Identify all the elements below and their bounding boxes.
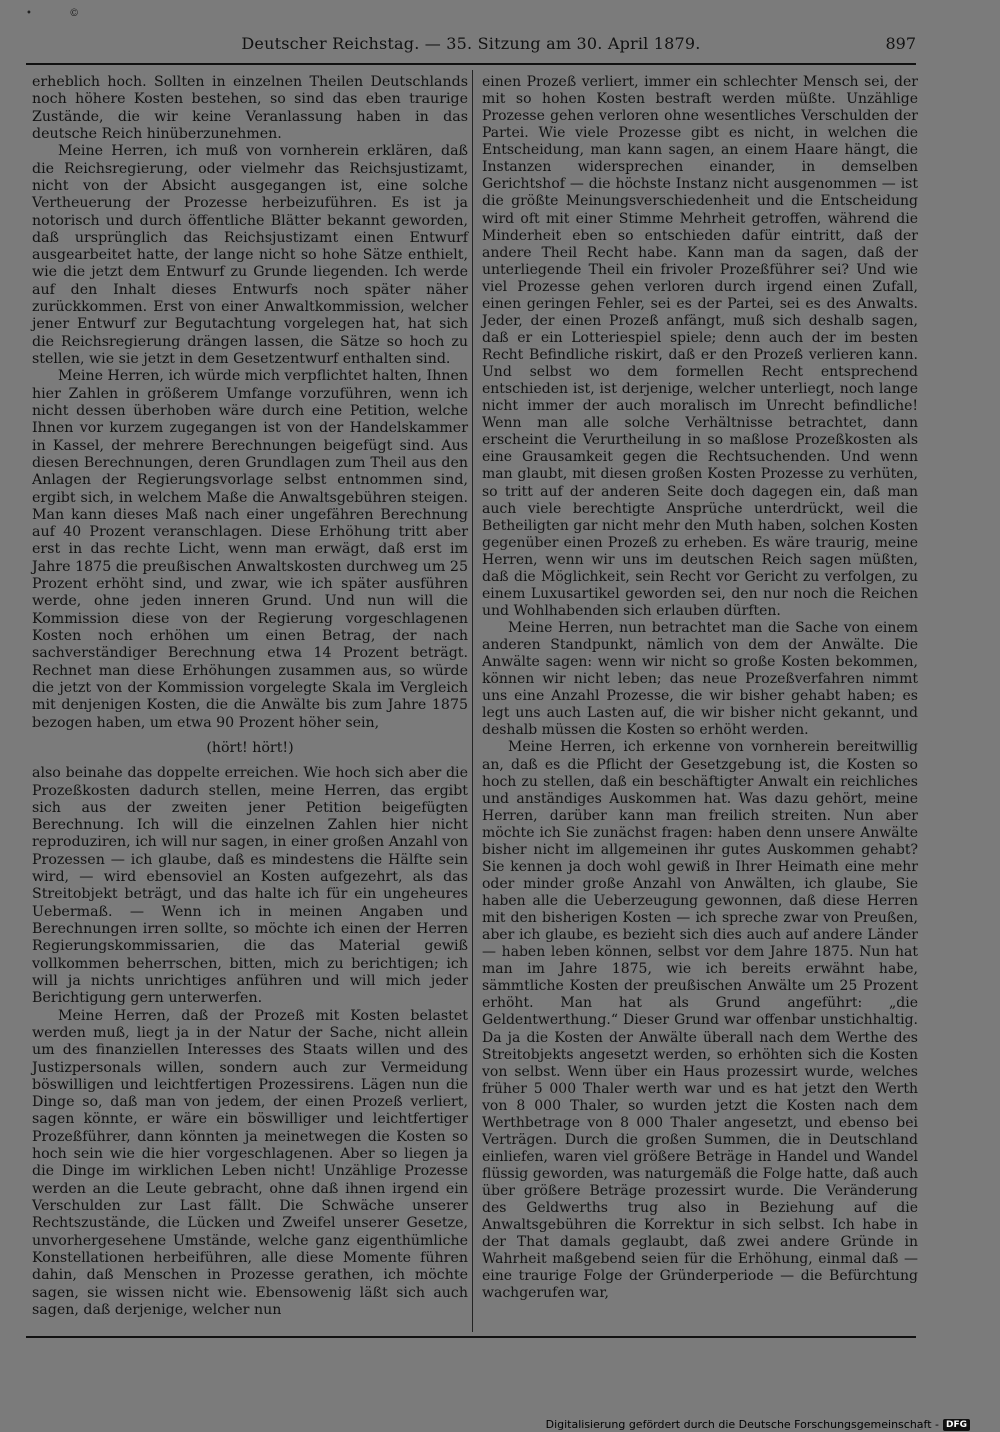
- bottom-rule: [26, 1336, 916, 1338]
- bullet-mark: •: [26, 8, 32, 19]
- paragraph: einen Prozeß verliert, immer ein schlechter Mensch sei, der mit so hohen Kosten bestraft werden müßte. Unzählige Prozesse gehen verloren ohne wesentliches Verschulden der Partei. Wie viele Prozesse gibt es nicht, in welchen die Entscheidung, man kann sagen, an einem Haare hängt, die Instanzen widersprechen einander, in demselben Gerichtshof — die höchste Instanz nicht ausgenommen — ist die größte Meinungsverschiedenheit und die Entscheidung wird oft mit einer Stimme Mehrheit getroffen, während die Minderheit eben so entschieden dafür eintritt, daß der andere Theil Recht habe. Kann man da sagen, daß der unterliegende Theil ein frivoler Prozeßführer sei? Und wie viel Prozesse gehen verloren durch irgend einen Zufall, einen geringen Fehler, sei es der Partei, sei es des Anwalts. Jeder, der einen Prozeß anfängt, muß sich deshalb sagen, daß er ein Lotteriespiel spiele; denn auch der im besten Recht Befindliche riskirt, daß er den Prozeß verlieren kann. Und selbst wo dem formellen Recht entsprechend entschieden ist, ist derjenige, welcher unterliegt, noch lange nicht immer der auch moralisch im Unrecht befindliche! Wenn man alle solche Verhältnisse betrachtet, dann erscheint die Verurtheilung in so maßlose Prozeßkosten als eine Grausamkeit gegen die Rechtsuchenden. Und wenn man glaubt, mit diesen großen Kosten Prozesse zu verhüten, so tritt auf der anderen Seite doch dagegen ein, daß man auch viele berechtigte Ansprüche unterdrückt, weil die Betheiligten gar nicht mehr den Muth haben, solchen Kosten gegenüber einen Prozeß zu erheben. Es wäre traurig, meine Herren, wenn wir uns im deutschen Reich sagen müßten, daß die Möglichkeit, sein Recht vor Gericht zu verfolgen, zu einem Luxusartikel geworden sei, den nur noch die Reichen und Wohlhabenden sich erlauben dürften.: [482, 74, 918, 619]
- copyright-mark: ©: [69, 8, 80, 19]
- page-number: 897: [885, 34, 916, 53]
- left-column: [32, 74, 468, 1319]
- paragraph: also beinahe das doppelte erreichen. Wie hoch sich aber die Prozeßkosten dadurch stellen, meine Herren, das ergibt sich aus der zweiten jener Petition beigefügten Berechnung. Ich will die einzelnen Zahlen hier nicht reproduziren, ich will nur sagen, in einer großen Anzahl von Prozessen — ich glaube, daß es mindestens die Hälfte sein wird, — wird ebensoviel an Kosten aufgezehrt, als das Streitobjekt beträgt, und das halte ich für ein ungeheures Uebermaß. — Wenn ich in meinen Angaben und Berechnungen irren sollte, so möchte ich einen der Herren Regierungskommissarien, die das Material gewiß vollkommen beherrschen, bitten, mich zu berichtigen; ich will ja nichts unrichtiges anführen und will mich jeder Berichtigung gern unterwerfen.: [32, 765, 468, 1007]
- paragraph: erheblich hoch. Sollten in einzelnen Theilen Deutschlands noch höhere Kosten bestehen, so sind das eben traurige Zustände, die wir keine Veranlassung haben in das deutsche Reich hinüberzunehmen.: [32, 74, 468, 142]
- paragraph: Meine Herren, daß der Prozeß mit Kosten belastet werden muß, liegt ja in der Natur der Sache, nicht allein um des finanziellen Interesses des Staats willen und des Justizpersonals willen, sondern auch zur Vermeidung böswilligen und leichtfertigen Prozessirens. Lägen nun die Dinge so, daß man von jedem, der einen Prozeß verliert, sagen könnte, er wäre ein böswilliger und leichtfertiger Prozeßführer, dann könnten ja meinetwegen die Kosten so hoch sein wie die hier vorgeschlagenen. Aber so liegen ja die Dinge im wirklichen Leben nicht! Unzählige Prozesse werden an die Leute gebracht, ohne daß ihnen irgend ein Verschulden zur Last fällt. Die Schwäche unserer Rechtszustände, die Lücken und Zweifel unserer Gesetze, unvorhergesehene Umstände, welche ganz eigenthümliche Konstellationen herbeiführen, alle diese Momente führen dahin, daß Menschen in Prozesse gerathen, ich möchte sagen, sie wissen nicht wie. Ebensowenig läßt sich auch sagen, daß derjenige, welcher nun: [32, 1007, 468, 1318]
- footer-text: Digitalisierung gefördert durch die Deutsche Forschungsgemeinschaft -: [545, 1418, 939, 1431]
- paragraph: (hört! hört!): [206, 739, 294, 756]
- digitization-footer: [546, 1418, 970, 1431]
- header-rule: [26, 63, 916, 65]
- page-header: [26, 32, 916, 58]
- running-title: Deutscher Reichstag. — 35. Sitzung am 30. April 1879.: [241, 34, 701, 53]
- right-column: [482, 74, 918, 1303]
- paragraph: Meine Herren, ich muß von vornherein erklären, daß die Reichsregierung, oder vielmehr das Reichsjustizamt, nicht von der Absicht ausgegangen ist, eine solche Vertheuerung der Prozesse herbeizuführen. Es ist ja notorisch und durch öffentliche Blätter bekannt geworden, daß ursprünglich das Reichsjustizamt einen Entwurf ausgearbeitet hatte, der lange nicht so hohe Sätze enthielt, wie die jetzt dem Entwurf zu Grunde liegenden. Ich werde auf den Inhalt dieses Entwurfs noch später näher zurückkommen. Erst von einer Anwaltkommission, welcher jener Entwurf zur Begutachtung vorgelegen hat, hat sich die Reichsregierung drängen lassen, die Sätze so hoch zu stellen, wie sie jetzt in dem Gesetzentwurf enthalten sind.: [32, 143, 468, 367]
- paragraph: Meine Herren, ich erkenne von vornherein bereitwillig an, daß es die Pflicht der Gesetzgebung ist, die Kosten so hoch zu stellen, daß ein beschäftigter Anwalt ein reichliches und anständiges Auskommen hat. Was dazu gehört, meine Herren, darüber kann man freilich streiten. Nun aber möchte ich Sie zunächst fragen: haben denn unsere Anwälte bisher nicht im allgemeinen ihr gutes Auskommen gehabt? Sie kennen ja doch wohl gewiß in Ihrer Heimath eine mehr oder minder große Anzahl von Anwälten, ich glaube, Sie haben alle die Ueberzeugung gewonnen, daß diese Herren mit den bisherigen Kosten — ich spreche zwar von Preußen, aber ich glaube, es bezieht sich dies auch auf andere Länder — haben leben können, selbst vor dem Jahre 1875. Nun hat man im Jahre 1875, wie ich bereits erwähnt habe, sämmtliche Kosten der preußischen Anwälte um 25 Prozent erhöht. Man hat als Grund angeführt: „die Geldentwerthung.“ Dieser Grund war offenbar unstichhaltig. Da ja die Kosten der Anwälte überall nach dem Werthe des Streitobjekts angesetzt werden, so erhöhten sich die Kosten von selbst. Wenn über ein Haus prozessirt wurde, welches früher 5 000 Thaler werth war und es hat jetzt den Werth von 8 000 Thaler, so wurden jetzt die Kosten nach dem Werthbetrage von 8 000 Thaler angesetzt, und ebenso bei Verträgen. Durch die großen Summen, die in Deutschland einliefen, waren viel größere Beträge in Handel und Wandel flüssig geworden, was naturgemäß die Folge hatte, daß auch über größere Beträge prozessirt wurde. Die Veränderung des Geldwerths trug also in Beziehung auf die Anwaltsgebühren die Korrektur in sich selbst. Ich habe in der That damals geglaubt, daß zwei andere Gründe in Wahrheit maßgebend seien für die Erhöhung, einmal daß — eine traurige Folge der Gründerperiode — die Befürchtung wachgerufen war,: [482, 739, 918, 1302]
- dfg-logo: DFG: [943, 1419, 970, 1431]
- column-divider: [472, 70, 473, 1332]
- scan-marks: [26, 8, 113, 19]
- paragraph: Meine Herren, nun betrachtet man die Sache von einem anderen Standpunkt, nämlich von dem der Anwälte. Die Anwälte sagen: wenn wir nicht so große Kosten bekommen, können wir nicht leben; das neue Prozeßverfahren nimmt uns eine Anzahl Prozesse, die wir bisher gehabt haben; es legt uns auch Lasten auf, die wir bisher nicht gekannt, und deshalb müssen die Kosten so erhöht werden.: [482, 620, 918, 739]
- paragraph: Meine Herren, ich würde mich verpflichtet halten, Ihnen hier Zahlen in größerem Umfange vorzuführen, wenn ich nicht dessen überhoben wäre durch eine Petition, welche Ihnen vor kurzem zugegangen ist von der Handelskammer in Kassel, der mehrere Berechnungen beigefügt sind. Aus diesen Berechnungen, deren Grundlagen zum Theil aus den Anlagen der Regierungsvorlage selbst entnommen sind, ergibt sich, in welchem Maße die Anwaltsgebühren steigen. Man kann dieses Maß nach einer ungefähren Berechnung auf 40 Prozent veranschlagen. Diese Erhöhung tritt aber erst in das rechte Licht, wenn man erwägt, daß erst im Jahre 1875 die preußischen Anwaltskosten durchweg um 25 Prozent erhöht sind, und zwar, wie ich später ausführen werde, ohne jeden inneren Grund. Und nun will die Kommission diese von der Regierung vorgeschlagenen Kosten noch erhöhen um einen Betrag, der nach sachverständiger Berechnung etwa 14 Prozent beträgt. Rechnet man diese Erhöhungen zusammen aus, so würde die jetzt von der Kommission vorgelegte Skala im Vergleich mit denjenigen Kosten, die die Anwälte bis zum Jahre 1875 bezogen haben, um etwa 90 Prozent höher sein,: [32, 368, 468, 731]
